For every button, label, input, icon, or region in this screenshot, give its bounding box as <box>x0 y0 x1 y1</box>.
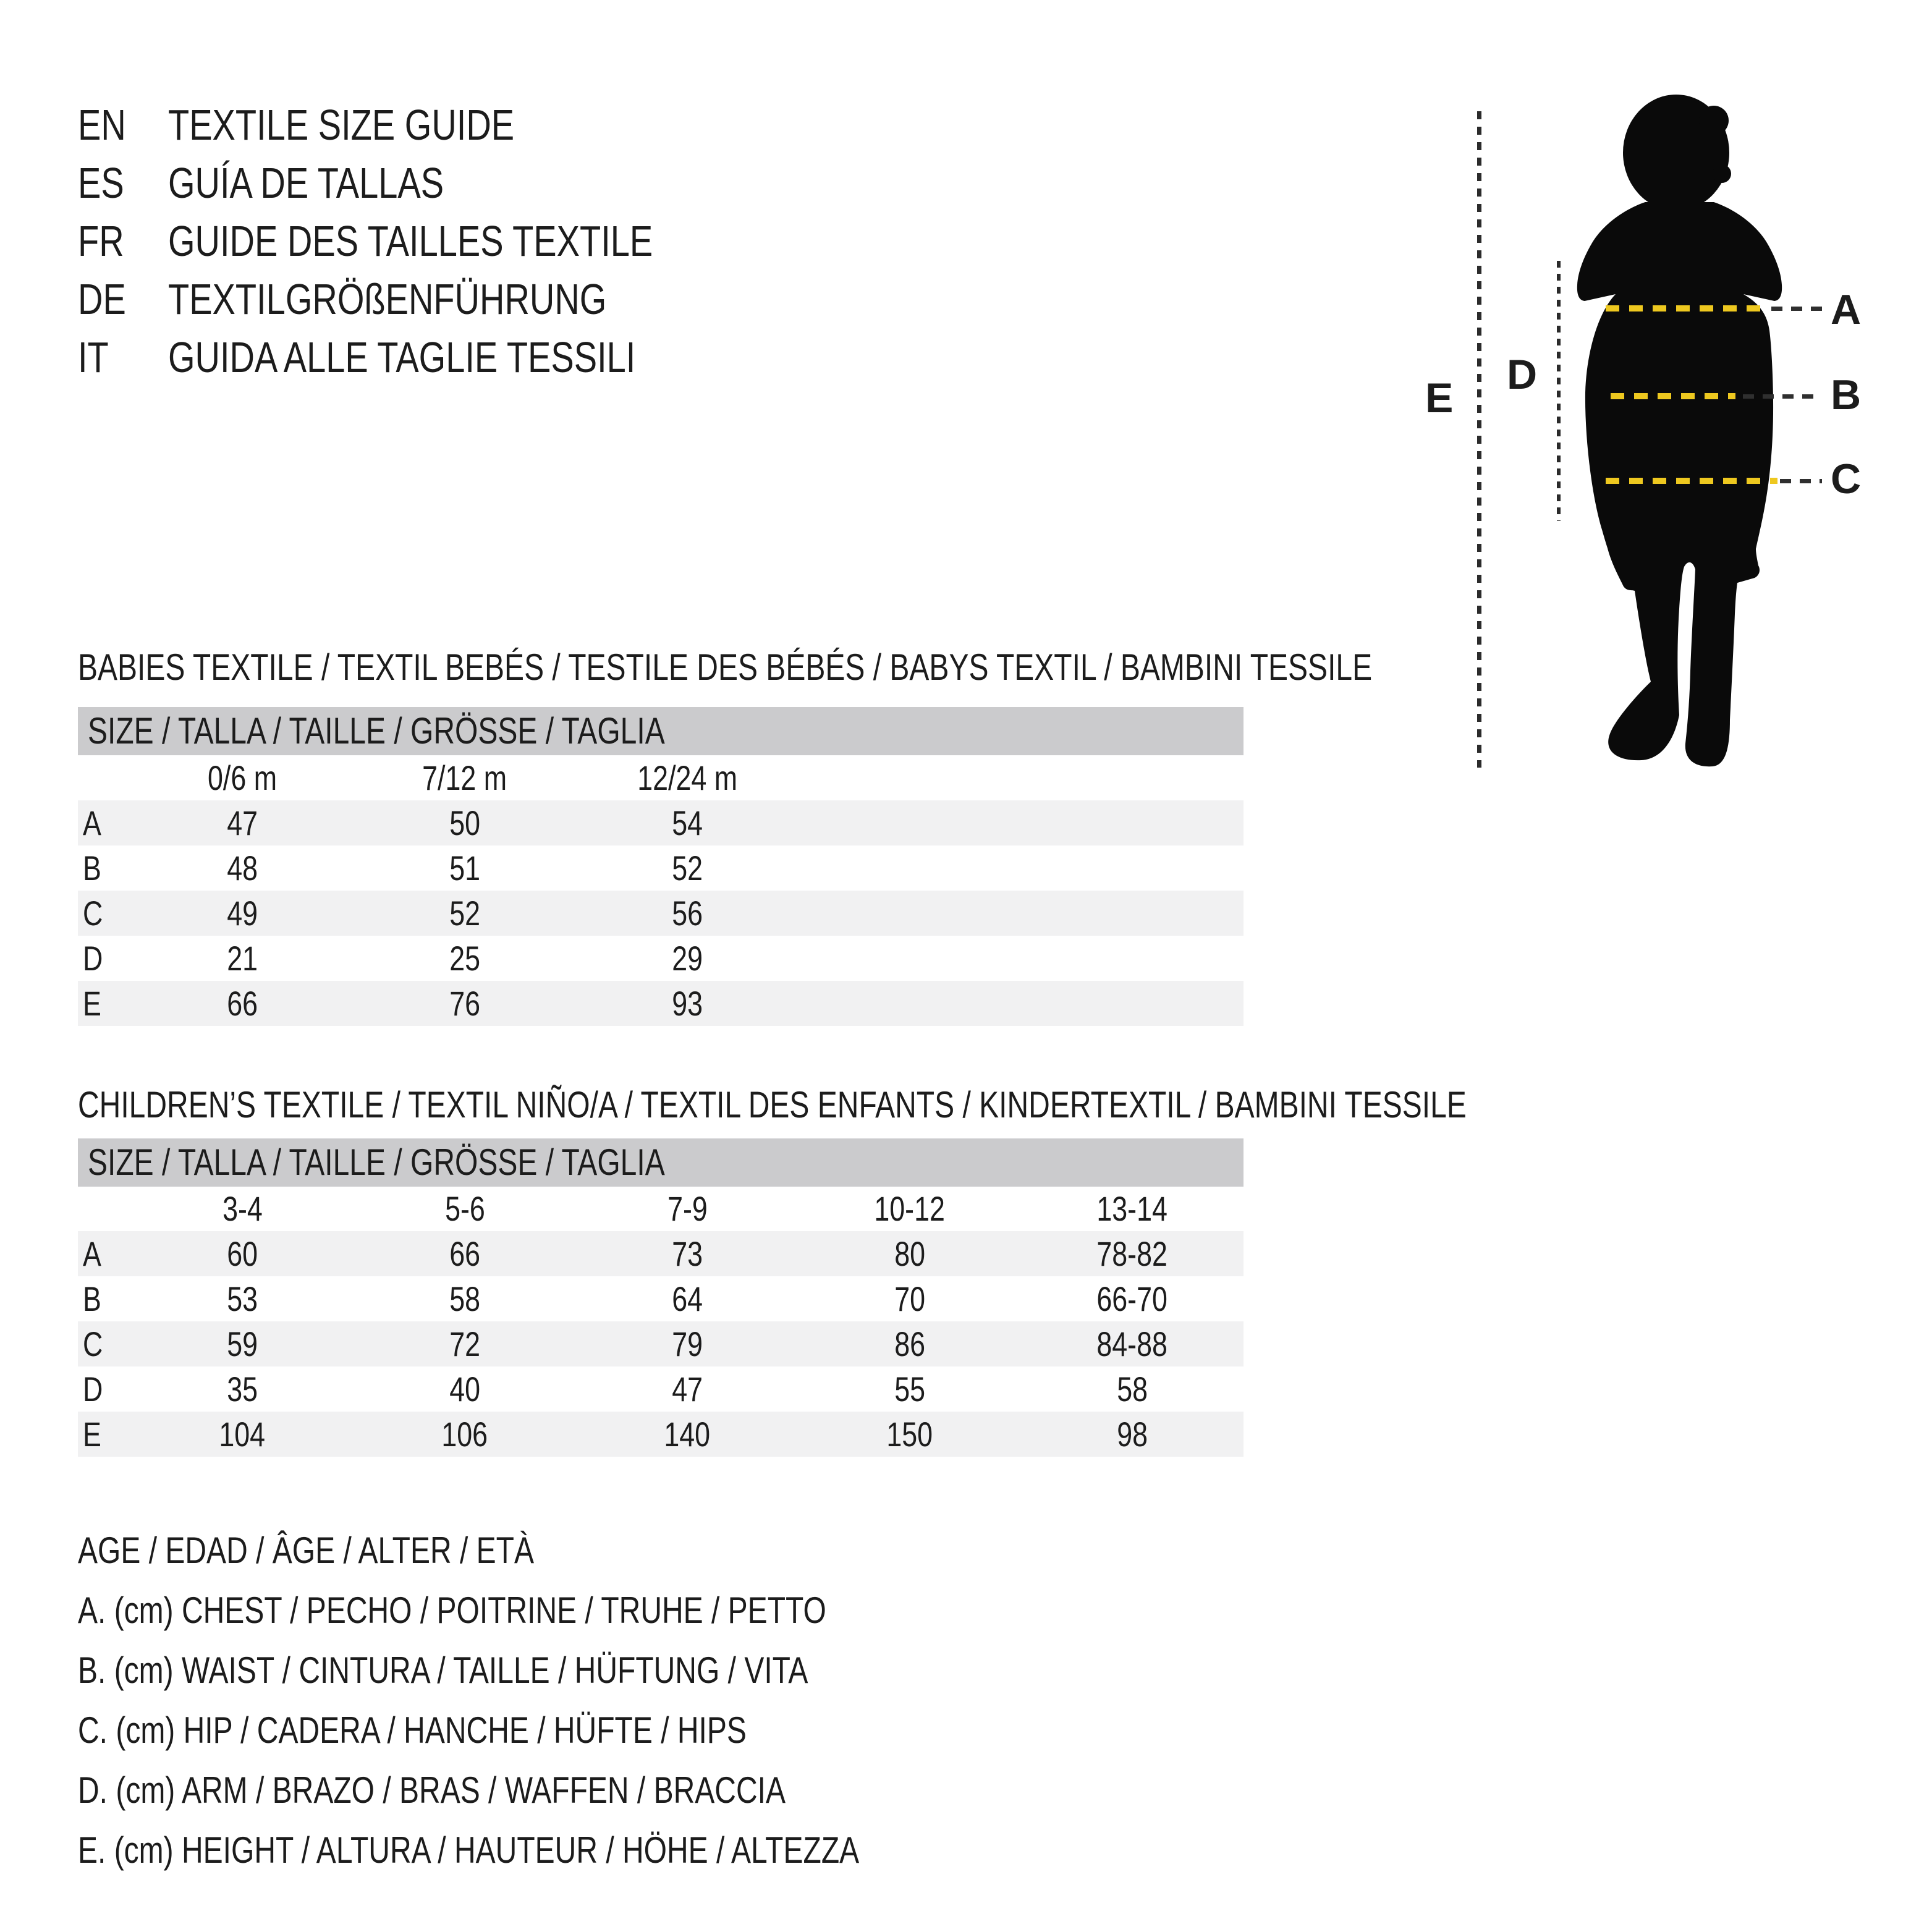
size-value: 25 <box>449 939 480 978</box>
size-value: 78-82 <box>1096 1234 1168 1273</box>
row-label: B <box>83 849 101 888</box>
children-section-title: CHILDREN’S TEXTILE / TEXTIL NIÑO/A / TEXTIL DES ENFANTS / KINDERTEXTIL / BAMBINI TESSILE <box>78 1084 1467 1125</box>
size-value: 66 <box>227 984 258 1023</box>
children-column-header-row <box>78 1186 1244 1231</box>
column-header: 10-12 <box>874 1189 946 1228</box>
size-value: 64 <box>672 1279 703 1318</box>
language-title: TEXTILE SIZE GUIDE <box>168 101 515 149</box>
size-value: 52 <box>449 894 480 933</box>
row-label: C <box>83 1324 103 1363</box>
column-header: 7-9 <box>667 1189 708 1228</box>
size-value: 54 <box>672 803 703 842</box>
size-value: 21 <box>227 939 258 978</box>
size-value: 66 <box>449 1234 480 1273</box>
size-value: 104 <box>219 1415 266 1454</box>
language-row <box>78 96 774 154</box>
size-value: 86 <box>894 1324 925 1363</box>
hip-label-c: C <box>1831 455 1862 502</box>
children-table-row <box>78 1321 1244 1366</box>
size-value: 72 <box>449 1324 480 1363</box>
size-value: 50 <box>449 803 480 842</box>
babies-column-header-row <box>78 755 1244 800</box>
size-value: 59 <box>227 1324 258 1363</box>
language-code: FR <box>78 217 124 265</box>
language-row <box>78 270 774 328</box>
column-header-spacer <box>78 1186 131 1231</box>
babies-table-row <box>78 936 1244 981</box>
language-title-block <box>78 96 774 386</box>
chest-measure-dash-a <box>1606 305 1769 311</box>
size-value: 35 <box>227 1370 258 1409</box>
language-title: GUIDA ALLE TAGLIE TESSILI <box>168 333 636 381</box>
size-value: 79 <box>672 1324 703 1363</box>
children-table-row <box>78 1412 1244 1457</box>
size-value: 73 <box>672 1234 703 1273</box>
size-value: 40 <box>449 1370 480 1409</box>
children-table-row <box>78 1366 1244 1412</box>
column-header: 13-14 <box>1096 1189 1168 1228</box>
row-label: D <box>83 939 103 978</box>
babies-section-title: BABIES TEXTILE / TEXTIL BEBÉS / TESTILE DES BÉBÉS / BABYS TEXTIL / BAMBINI TESSILE <box>78 646 1373 688</box>
size-value: 53 <box>227 1279 258 1318</box>
size-value: 56 <box>672 894 703 933</box>
babies-table-row <box>78 800 1244 845</box>
measurement-legend <box>78 1520 1054 1880</box>
size-value: 49 <box>227 894 258 933</box>
row-label: A <box>83 1234 101 1273</box>
language-row <box>78 328 774 386</box>
row-label: E <box>83 1415 101 1454</box>
language-title: TEXTILGRÖßENFÜHRUNG <box>168 275 607 323</box>
size-value: 47 <box>672 1370 703 1409</box>
size-value: 55 <box>894 1370 925 1409</box>
hip-measure-dash-c <box>1606 478 1777 484</box>
size-value: 93 <box>672 984 703 1023</box>
column-header-spacer <box>78 755 131 800</box>
chest-leader-dash-a <box>1771 307 1822 311</box>
babies-table-row <box>78 891 1244 936</box>
size-value: 140 <box>664 1415 711 1454</box>
size-value: 84-88 <box>1096 1324 1168 1363</box>
legend-line: B. (cm) WAIST / CINTURA / TAILLE / HÜFTUNG / VITA <box>78 1650 808 1691</box>
size-value: 47 <box>227 803 258 842</box>
row-label: A <box>83 803 101 842</box>
column-header: 7/12 m <box>422 758 507 797</box>
size-value: 29 <box>672 939 703 978</box>
legend-line: A. (cm) CHEST / PECHO / POITRINE / TRUHE / PETTO <box>78 1590 826 1631</box>
size-value: 48 <box>227 849 258 888</box>
row-label: C <box>83 894 103 933</box>
language-code: ES <box>78 159 124 207</box>
size-value: 66-70 <box>1096 1279 1168 1318</box>
column-header: 5-6 <box>444 1189 485 1228</box>
size-value: 60 <box>227 1234 258 1273</box>
size-value: 98 <box>1117 1415 1148 1454</box>
hip-leader-dash-c <box>1780 479 1822 483</box>
babies-table-row <box>78 981 1244 1026</box>
height-label-e: E <box>1425 375 1454 422</box>
language-row <box>78 154 774 212</box>
legend-line: AGE / EDAD / ÂGE / ALTER / ETÀ <box>78 1530 534 1571</box>
children-table-row <box>78 1231 1244 1276</box>
arm-measure-dotted-line-d <box>1557 261 1561 521</box>
chest-label-a: A <box>1831 286 1862 333</box>
size-value: 150 <box>886 1415 933 1454</box>
column-header: 12/24 m <box>637 758 737 797</box>
language-code: DE <box>78 275 126 323</box>
legend-line: C. (cm) HIP / CADERA / HANCHE / HÜFTE / HIPS <box>78 1710 747 1751</box>
size-value: 58 <box>1117 1370 1148 1409</box>
legend-line: E. (cm) HEIGHT / ALTURA / HAUTEUR / HÖHE / ALTEZZA <box>78 1829 860 1871</box>
babies-size-header-bar: SIZE / TALLA / TAILLE / GRÖSSE / TAGLIA <box>78 707 1244 755</box>
size-value: 106 <box>441 1415 488 1454</box>
column-header: 0/6 m <box>207 758 278 797</box>
row-label: B <box>83 1279 101 1318</box>
arm-label-d: D <box>1507 351 1538 398</box>
children-table-row <box>78 1276 1244 1321</box>
size-value: 58 <box>449 1279 480 1318</box>
size-value: 70 <box>894 1279 925 1318</box>
waist-measure-dash-b <box>1611 393 1735 399</box>
row-label: E <box>83 984 101 1023</box>
column-header: 3-4 <box>222 1189 263 1228</box>
language-code: EN <box>78 101 126 149</box>
size-value: 52 <box>672 849 703 888</box>
language-title: GUÍA DE TALLAS <box>168 159 444 207</box>
waist-leader-dash-b <box>1743 394 1822 399</box>
size-value: 80 <box>894 1234 925 1273</box>
row-label: D <box>83 1370 103 1409</box>
babies-table-row <box>78 845 1244 891</box>
legend-line: D. (cm) ARM / BRAZO / BRAS / WAFFEN / BRACCIA <box>78 1769 786 1811</box>
language-row <box>78 212 774 270</box>
language-title: GUIDE DES TAILLES TEXTILE <box>168 217 653 265</box>
size-value: 51 <box>449 849 480 888</box>
size-value: 76 <box>449 984 480 1023</box>
children-size-header-bar: SIZE / TALLA / TAILLE / GRÖSSE / TAGLIA <box>78 1138 1244 1187</box>
language-code: IT <box>78 333 109 381</box>
waist-label-b: B <box>1831 371 1862 418</box>
